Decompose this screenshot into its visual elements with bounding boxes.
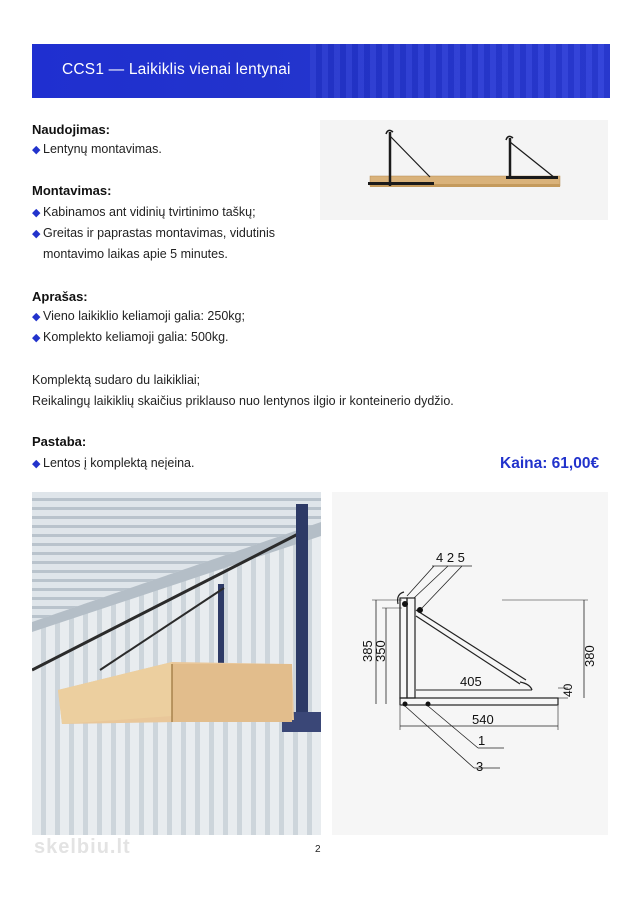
dimension-drawing <box>332 492 608 835</box>
bullet-icon: ◆ <box>32 144 41 156</box>
note-item <box>32 453 194 475</box>
description-item <box>32 306 245 328</box>
callout-3: 3 <box>476 759 484 774</box>
usage-item <box>32 139 162 161</box>
shelf-bracket-illustration <box>320 120 608 220</box>
watermark: skelbiu.lt <box>34 836 131 858</box>
dim-540: 540 <box>472 712 494 727</box>
mounting-item-text: Greitas ir paprastas montavimas, vidutinis <box>43 226 276 240</box>
header-banner <box>32 44 610 98</box>
part-numbers-top: 4 2 5 <box>436 550 465 565</box>
dim-350: 350 <box>373 640 388 662</box>
description-heading: Aprašas: <box>32 289 88 304</box>
note-heading: Pastaba: <box>32 434 87 449</box>
kit-line: Komplektą sudaro du laikikliai; <box>32 373 201 387</box>
kit-line: Reikalingų laikiklių skaičius priklauso nuo lentynos ilgio ir konteinerio dydžio. <box>32 394 454 408</box>
note-item-text: Lentos į komplektą neįeina. <box>43 456 195 470</box>
mounting-heading: Montavimas: <box>32 183 112 198</box>
usage-heading: Naudojimas: <box>32 122 111 137</box>
bullet-icon: ◆ <box>32 332 41 344</box>
page-title: CCS1 — Laikiklis vienai lentynai <box>62 61 291 78</box>
dim-405: 405 <box>460 674 482 689</box>
technical-drawing <box>332 492 608 835</box>
dim-380: 380 <box>582 645 597 667</box>
bullet-icon: ◆ <box>32 228 41 240</box>
usage-item-text: Lentynų montavimas. <box>43 142 162 156</box>
description-item <box>32 327 229 349</box>
mounting-item-continuation <box>32 244 228 265</box>
container-shelf-photo <box>32 492 321 835</box>
mounting-item <box>32 202 256 224</box>
mounting-item <box>32 223 275 245</box>
description-item-text: Komplekto keliamoji galia: 500kg. <box>43 330 229 344</box>
description-item-text: Vieno laikiklio keliamoji galia: 250kg; <box>43 309 245 323</box>
bullet-icon: ◆ <box>32 311 41 323</box>
mounting-item-text: montavimo laikas apie 5 minutes. <box>43 247 228 261</box>
price-label: Kaina: 61,00€ <box>500 455 600 472</box>
page-number: 2 <box>315 844 321 855</box>
bullet-icon: ◆ <box>32 207 41 219</box>
callout-1: 1 <box>478 733 486 748</box>
installation-photo <box>32 492 321 835</box>
bullet-icon: ◆ <box>32 458 41 470</box>
banner-texture <box>310 44 610 98</box>
product-image <box>320 120 608 220</box>
dim-385: 385 <box>360 640 375 662</box>
dim-40: 40 <box>561 683 575 697</box>
mounting-item-text: Kabinamos ant vidinių tvirtinimo taškų; <box>43 205 256 219</box>
